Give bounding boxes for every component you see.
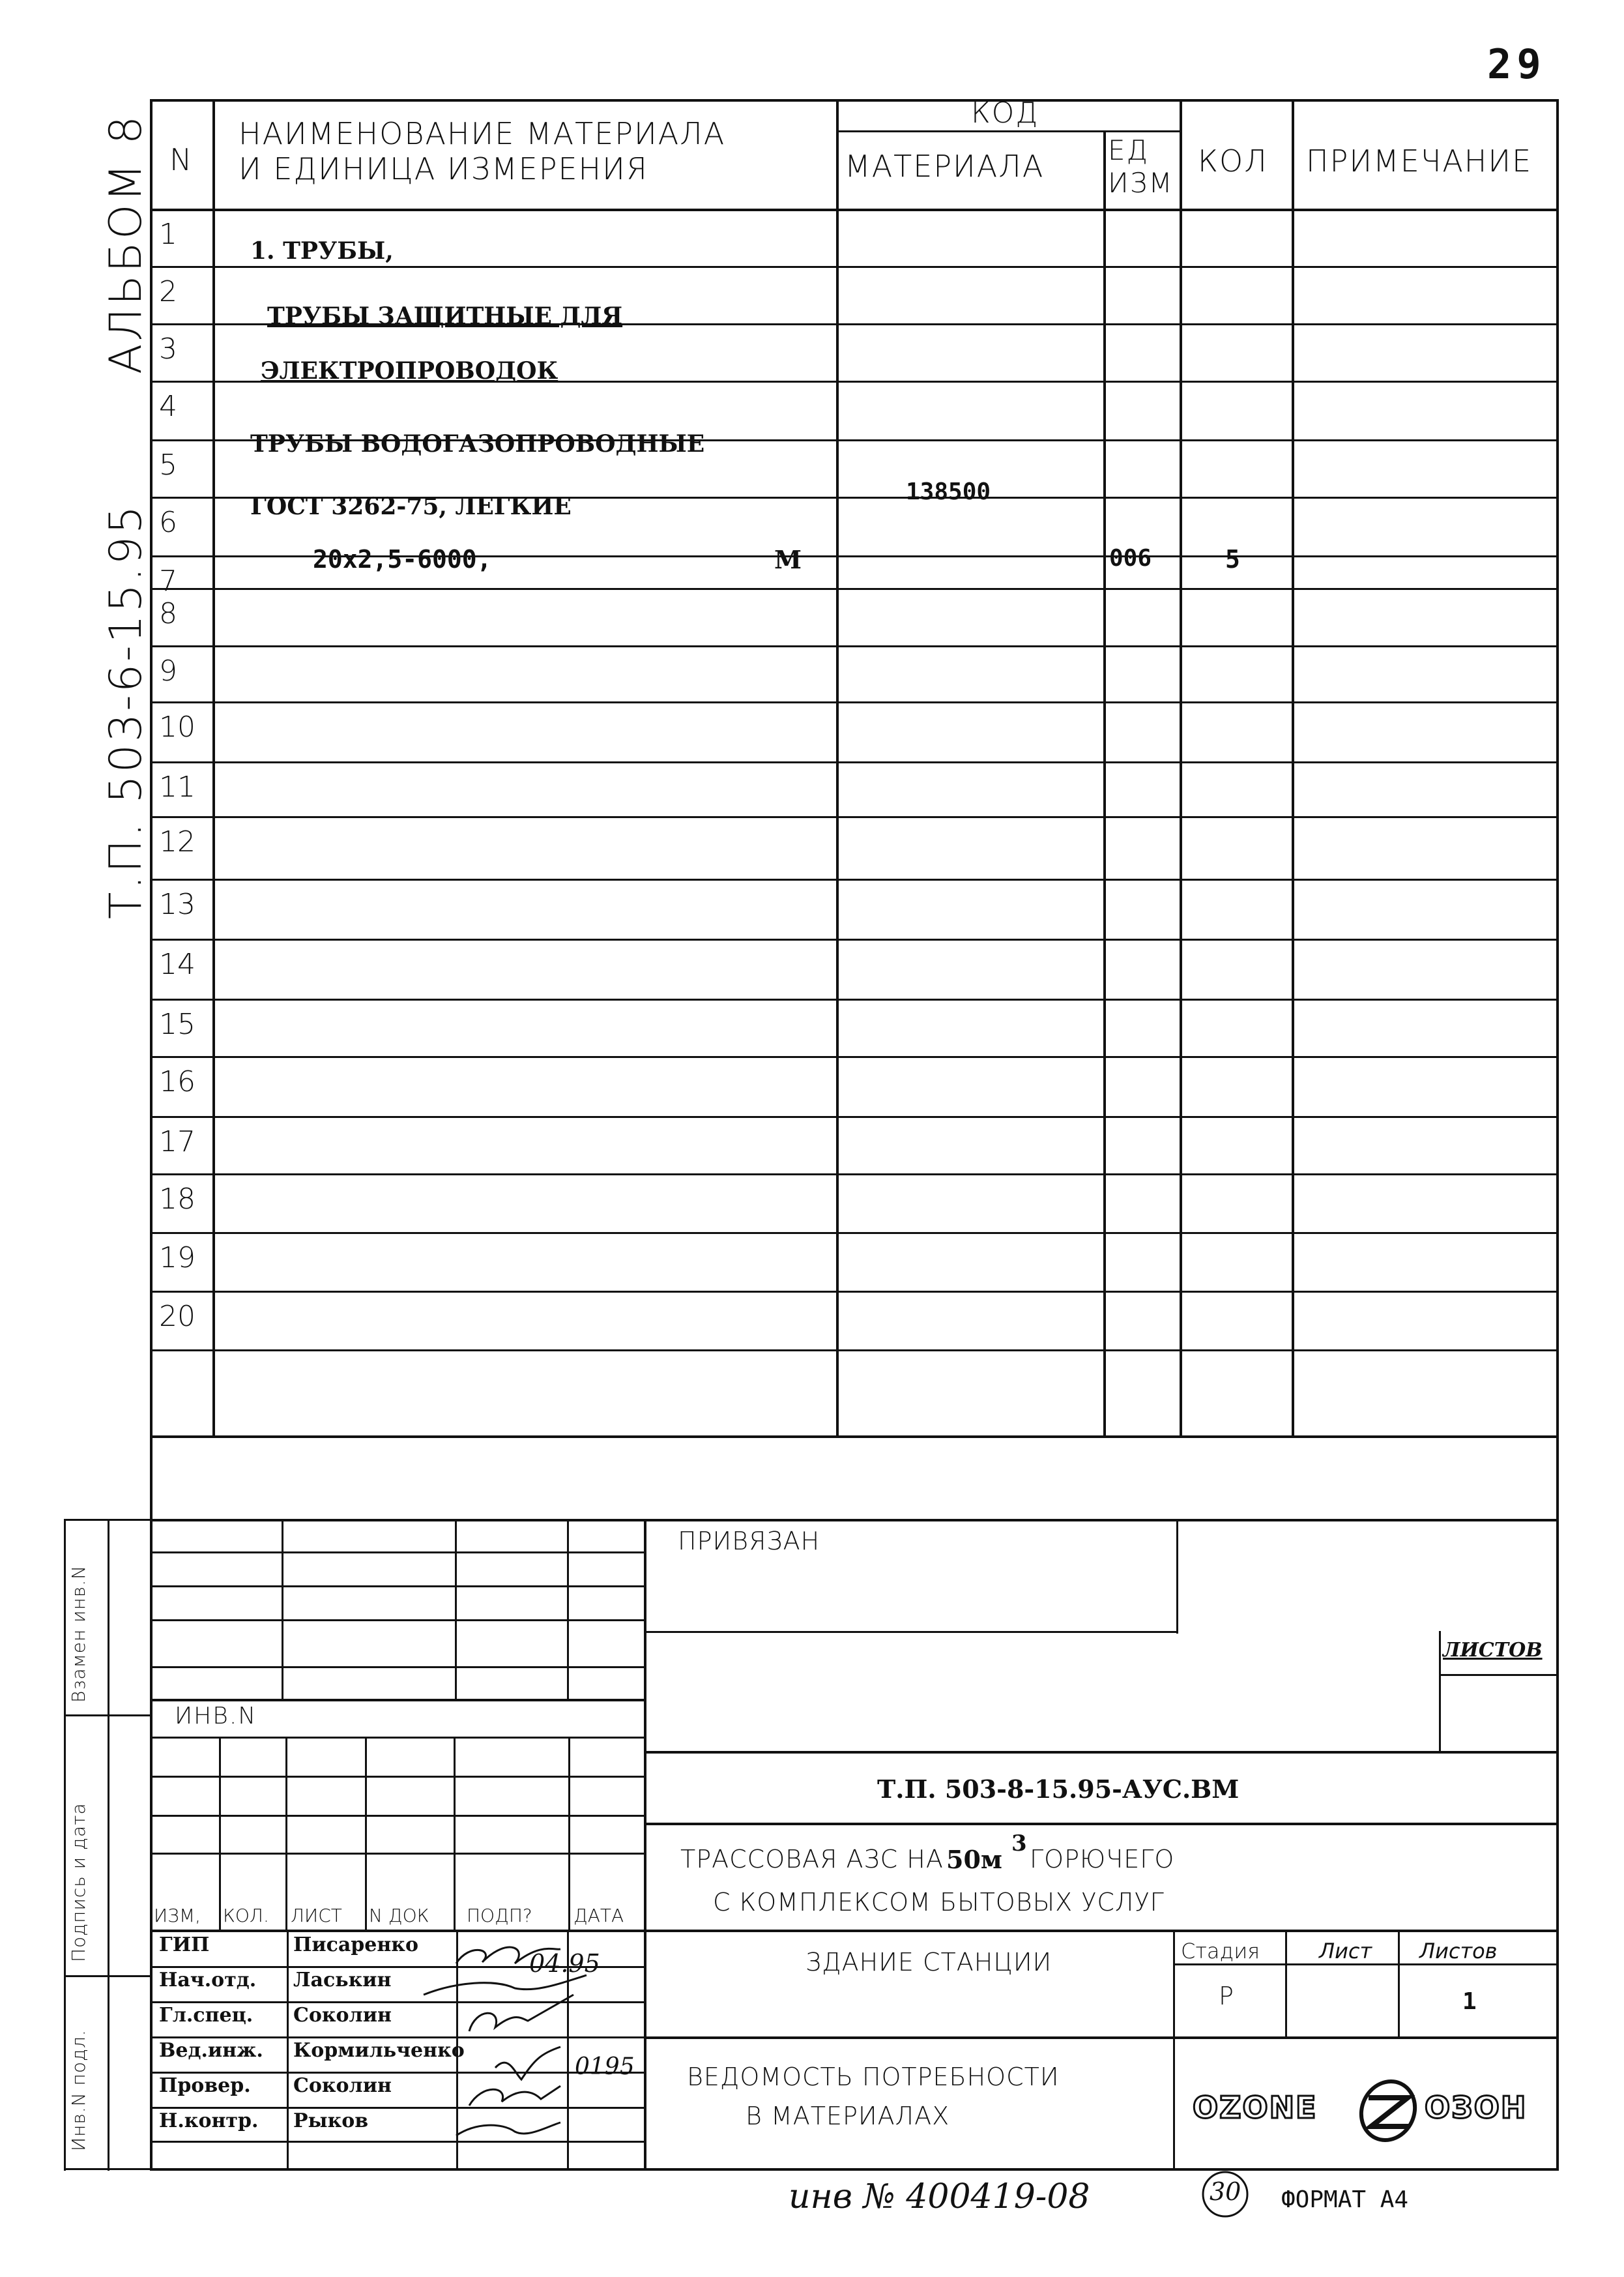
- row-separator: [150, 1056, 1559, 1058]
- row-separator: [150, 879, 1559, 881]
- title-line2: С КОМПЛЕКСОМ БЫТОВЫХ УСЛУГ: [713, 1888, 1165, 1917]
- title-bottom: [644, 1930, 1559, 1932]
- priv-v: [1176, 1519, 1178, 1634]
- header-kod: КОД: [971, 96, 1039, 130]
- row-separator: [150, 645, 1559, 647]
- row-separator: [150, 1349, 1559, 1351]
- person-role: Вед.инж.: [159, 2039, 263, 2062]
- format-label: ФОРМАТ А4: [1281, 2186, 1409, 2213]
- side-podpis: Подпись и дата: [68, 1802, 89, 1962]
- frame-top: [150, 99, 1559, 102]
- row-separator: [150, 701, 1559, 703]
- sheet-title-line2: В МАТЕРИАЛАХ: [746, 2102, 950, 2130]
- listov-v2: [1398, 1930, 1400, 2038]
- signature-ved-inzh: [495, 2047, 560, 2079]
- rev2-v3: [365, 1737, 367, 1932]
- col-podp: ПОДП?: [467, 1905, 532, 1926]
- title-superscript: 3: [1011, 1830, 1027, 1857]
- person-name: Ласькин: [293, 1969, 392, 1991]
- person-role: Н.контр.: [159, 2109, 259, 2132]
- stadia-label: Стадия: [1181, 1939, 1260, 1963]
- rev2-h3: [150, 1815, 645, 1817]
- frame-left: [150, 99, 152, 2171]
- row-separator: [150, 939, 1559, 941]
- row-5-name: ГОСТ 3262-75, ЛЕГКИЕ: [250, 493, 572, 520]
- signature-gl-spec: [469, 1995, 573, 2031]
- listov-label: Листов: [1419, 1939, 1498, 1963]
- rows-end: [150, 1435, 1559, 1438]
- row-separator: [150, 1173, 1559, 1175]
- row-2-name: ТРУБЫ ЗАЩИТНЫЕ ДЛЯ: [267, 302, 623, 330]
- row-number: 17: [159, 1125, 196, 1158]
- inventory-number: инв № 400419-08: [789, 2177, 1090, 2216]
- rev-v2: [455, 1519, 457, 1699]
- row-number: 4: [159, 390, 177, 423]
- project-label: Т.П. 503-6-15.95: [100, 503, 152, 919]
- person-name: Рыков: [293, 2109, 369, 2132]
- signature-n-kontr: [456, 2123, 560, 2136]
- gip-date: 04.95: [529, 1949, 600, 1978]
- row-number: 10: [159, 711, 196, 744]
- header-divider: [150, 209, 1559, 211]
- people-h6: [150, 2141, 645, 2143]
- kod-divider: [836, 130, 1182, 132]
- person-role: ГИП: [159, 1933, 210, 1956]
- page-number: 29: [1487, 40, 1546, 88]
- code-top: [644, 1751, 1559, 1754]
- rev2-v5: [568, 1737, 570, 1932]
- rev2-h4: [150, 1853, 645, 1855]
- person-name: Соколин: [293, 2074, 392, 2097]
- rev-h5: [150, 1699, 645, 1701]
- col-izm: ИЗМ,: [154, 1905, 201, 1926]
- rev2-h1: [150, 1737, 645, 1739]
- row-number: 9: [159, 654, 177, 688]
- row-separator: [150, 588, 1559, 590]
- signature-prover: [469, 2086, 560, 2106]
- people-h2: [150, 2001, 645, 2003]
- people-v1: [287, 1930, 289, 2168]
- col-ed-line: [1103, 130, 1106, 1438]
- code-bottom: [644, 1823, 1559, 1825]
- row-separator: [150, 1232, 1559, 1234]
- col-data: ДАТА: [573, 1905, 624, 1926]
- row-number: 11: [159, 771, 196, 804]
- person-role: Провер.: [159, 2074, 251, 2097]
- person-name: Кормильченко: [293, 2039, 465, 2062]
- listov-v: [1439, 1631, 1441, 1752]
- col-kol: КОЛ.: [223, 1905, 269, 1926]
- title-line1b: 50м: [946, 1845, 1002, 1874]
- listov-h: [1439, 1674, 1559, 1676]
- row-number: 18: [159, 1183, 196, 1216]
- row-6-qty: 5: [1225, 545, 1240, 574]
- rev-h1: [150, 1551, 645, 1553]
- col-kol-line: [1180, 99, 1182, 1438]
- row-1-name: 1. ТРУБЫ,: [250, 237, 394, 265]
- row-number: 5: [159, 448, 177, 482]
- person-role: Гл.спец.: [159, 2004, 254, 2027]
- listov-top-label: ЛИСТОВ: [1443, 1639, 1543, 1662]
- row-number: 1: [159, 218, 177, 251]
- rev2-h5: [150, 1930, 645, 1932]
- row-separator: [150, 999, 1559, 1001]
- header-n: N: [169, 142, 194, 177]
- document-code: Т.П. 503-8-15.95-АУС.ВМ: [877, 1774, 1240, 1804]
- row-4-name: ТРУБЫ ВОДОГАЗОПРОВОДНЫЕ: [250, 430, 705, 458]
- row-number: 19: [159, 1241, 196, 1274]
- row-number: 15: [159, 1008, 196, 1041]
- inv-n-label: ИНВ.N: [175, 1703, 257, 1729]
- list-v: [1285, 1930, 1287, 2038]
- side-stamp-top: [64, 1519, 152, 1521]
- header-ed-line1: ЕД: [1108, 134, 1150, 166]
- row-separator: [150, 266, 1559, 268]
- row-6-unit: М: [774, 545, 802, 574]
- col-material-line: [836, 99, 839, 1438]
- title-line1c: ГОРЮЧЕГО: [1030, 1845, 1175, 1873]
- header-name-line2: И ЕДИНИЦА ИЗМЕРЕНИЯ: [239, 151, 648, 186]
- rev-h3: [150, 1619, 645, 1621]
- side-inv-podl: Инв.N подл.: [68, 2029, 89, 2151]
- side-stamp-bottom: [64, 2168, 152, 2170]
- sheet-title-line1: ВЕДОМОСТЬ ПОТРЕБНОСТИ: [687, 2063, 1060, 2091]
- rev2-h2: [150, 1776, 645, 1778]
- album-label: АЛЬБОМ 8: [100, 113, 152, 374]
- col-ndok: N ДОК: [369, 1905, 429, 1926]
- people-h3: [150, 2036, 645, 2038]
- person-name: Писаренко: [293, 1933, 418, 1956]
- frame-bottom: [150, 2168, 1559, 2171]
- row-number: 12: [159, 825, 196, 859]
- person-role: Нач.отд.: [159, 1969, 257, 1991]
- rev-h4: [150, 1666, 645, 1668]
- side-stamp-div2: [64, 1975, 152, 1977]
- row-number: 13: [159, 888, 196, 921]
- priv-h: [644, 1631, 1178, 1633]
- row-number: 2: [159, 275, 177, 308]
- row-6-unit-code: 006: [1109, 545, 1152, 572]
- header-name-line1: НАИМЕНОВАНИЕ МАТЕРИАЛА: [239, 116, 726, 151]
- col-list: ЛИСТ: [291, 1905, 342, 1926]
- side-vzamen: Взамен инв.N: [68, 1565, 89, 1703]
- building-bottom: [644, 2036, 1559, 2039]
- row-separator: [150, 1116, 1559, 1118]
- header-kol: КОЛ: [1198, 143, 1268, 179]
- ved-inzh-date: 0195: [575, 2053, 635, 2080]
- row-number: 20: [159, 1300, 196, 1333]
- header-material: МАТЕРИАЛА: [845, 149, 1045, 184]
- frame-right: [1556, 99, 1559, 2171]
- rev-v1: [282, 1519, 283, 1699]
- side-stamp-left: [64, 1519, 66, 2171]
- circled-number: 30: [1210, 2177, 1241, 2206]
- list-label: Лист: [1319, 1939, 1372, 1963]
- people-h5: [150, 2107, 645, 2109]
- row-number: 6: [159, 506, 177, 539]
- logo-emblem-icon: [1352, 2072, 1424, 2149]
- building-name: ЗДАНИЕ СТАНЦИИ: [805, 1948, 1052, 1976]
- side-stamp-div1: [64, 1714, 152, 1716]
- row-number: 8: [159, 597, 177, 630]
- row-number: 7: [159, 565, 177, 598]
- rev-v3: [567, 1519, 569, 1699]
- header-note: ПРИМЕЧАНИЕ: [1306, 143, 1533, 179]
- rev2-v1: [219, 1737, 221, 1932]
- stadia-h: [1173, 1963, 1559, 1965]
- people-h4: [150, 2072, 645, 2074]
- row-number: 14: [159, 948, 196, 981]
- row-separator: [150, 761, 1559, 763]
- header-ed-line2: ИЗМ: [1108, 167, 1174, 199]
- row-separator: [150, 1291, 1559, 1293]
- row-separator: [150, 816, 1559, 818]
- row-5-code: 138500: [906, 478, 991, 505]
- rev2-v4: [454, 1737, 456, 1932]
- side-stamp-mid: [108, 1519, 109, 2171]
- stadia-value: Р: [1219, 1982, 1235, 2010]
- privyazan-label: ПРИВЯЗАН: [678, 1527, 820, 1555]
- stamp-top: [150, 1519, 1559, 1521]
- col-note-line: [1292, 99, 1294, 1438]
- row-number: 3: [159, 332, 177, 366]
- logo-text-left: OZONE: [1193, 2090, 1318, 2125]
- signature-nach-otd: [424, 1975, 587, 1995]
- title-line1a: ТРАССОВАЯ АЗС НА: [680, 1845, 944, 1873]
- listov-value: 1: [1462, 1988, 1477, 2015]
- row-3-name: ЭЛЕКТРОПРОВОДОК: [261, 357, 558, 385]
- rev-h2: [150, 1585, 645, 1587]
- rev2-v2: [285, 1737, 287, 1932]
- person-name: Соколин: [293, 2004, 392, 2027]
- logo-text-right: ОЗОН: [1425, 2090, 1528, 2125]
- row-number: 16: [159, 1065, 196, 1098]
- row-6-name: 20х2,5-6000,: [313, 545, 492, 574]
- col-n-line: [212, 99, 215, 1438]
